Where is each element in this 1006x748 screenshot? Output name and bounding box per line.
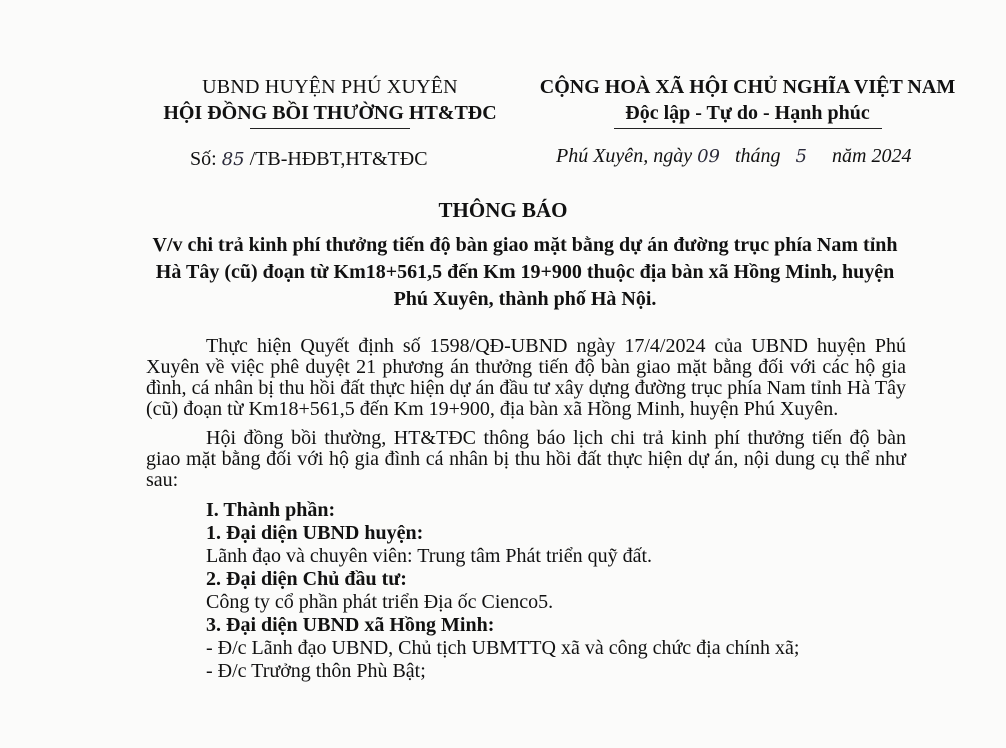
date-day: 09 xyxy=(697,146,720,167)
document-number xyxy=(190,146,428,173)
document-subject: V/v chi trả kinh phí thưởng tiến độ bàn giao mặt bằng dự án đường trục phía Nam tỉnh Hà Tây (cũ) đoạn từ Km18+561,5 đến Km 19+900 thuộc địa bàn xã Hồng Minh, huyện Phú Xuyên, thành phố Hà Nội. xyxy=(152,234,898,310)
nation-name: CỘNG HOÀ XÃ HỘI CHỦ NGHĨA VIỆT NAM xyxy=(539,76,956,98)
date-month: 5 xyxy=(795,146,807,167)
paragraph-decision: Thực hiện Quyết định số 1598/QĐ-UBND ngày 17/4/2024 của UBND huyện Phú Xuyên về việc phê duyệt 21 phương án thưởng tiến độ bàn giao mặt bằng đối với các hộ gia đình, cá nhân bị thu hồi đất thực hiện dự án đầu tư xây dựng đường trục phía Nam tỉnh Hà Tây (cũ) đoạn từ Km18+561,5 đến Km 19+900, địa bàn xã Hồng Minh, huyện Phú Xuyên. xyxy=(146,335,906,420)
document-number-prefix: Số: xyxy=(190,148,217,170)
motto-underline xyxy=(614,128,882,129)
date-year: năm 2024 xyxy=(832,145,912,167)
subsection-investor: 2. Đại diện Chủ đầu tư: xyxy=(206,568,407,590)
document-number-value: 85 xyxy=(221,149,245,170)
paragraph-notice: Hội đồng bồi thường, HT&TĐC thông báo lịch chi trả kinh phí thưởng tiến độ bàn giao mặt bằng đối với hộ gia đình cá nhân bị thu hồi đất thực hiện dự án, nội dung cụ thể như sau: xyxy=(146,427,906,491)
document-body xyxy=(146,336,906,683)
national-motto: Độc lập - Tự do - Hạnh phúc xyxy=(625,102,870,124)
issuer-header xyxy=(150,74,510,129)
council-underline xyxy=(250,128,410,129)
document-date xyxy=(556,143,911,170)
commune-item: - Đ/c Trưởng thôn Phù Bật; xyxy=(206,660,426,682)
agency-name: UBND HUYỆN PHÚ XUYÊN xyxy=(202,76,458,98)
date-prefix: Phú Xuyên, ngày xyxy=(556,145,693,167)
investor-name: Công ty cổ phần phát triển Địa ốc Cienco5. xyxy=(206,591,554,613)
document-number-suffix: /TB-HĐBT,HT&TĐC xyxy=(249,148,428,170)
document-title: THÔNG BÁO xyxy=(438,198,568,222)
national-header xyxy=(520,74,975,129)
council-name: HỘI ĐỒNG BỒI THƯỜNG HT&TĐC xyxy=(163,102,497,124)
subsection-commune: 3. Đại diện UBND xã Hồng Minh: xyxy=(206,614,495,636)
subsection-district: 1. Đại diện UBND huyện: xyxy=(206,522,424,544)
date-month-label: tháng xyxy=(734,145,781,167)
district-representatives: Lãnh đạo và chuyên viên: Trung tâm Phát triển quỹ đất. xyxy=(206,545,653,567)
commune-item: - Đ/c Lãnh đạo UBND, Chủ tịch UBMTTQ xã và công chức địa chính xã; xyxy=(206,637,800,659)
section-heading: I. Thành phần: xyxy=(206,499,336,521)
